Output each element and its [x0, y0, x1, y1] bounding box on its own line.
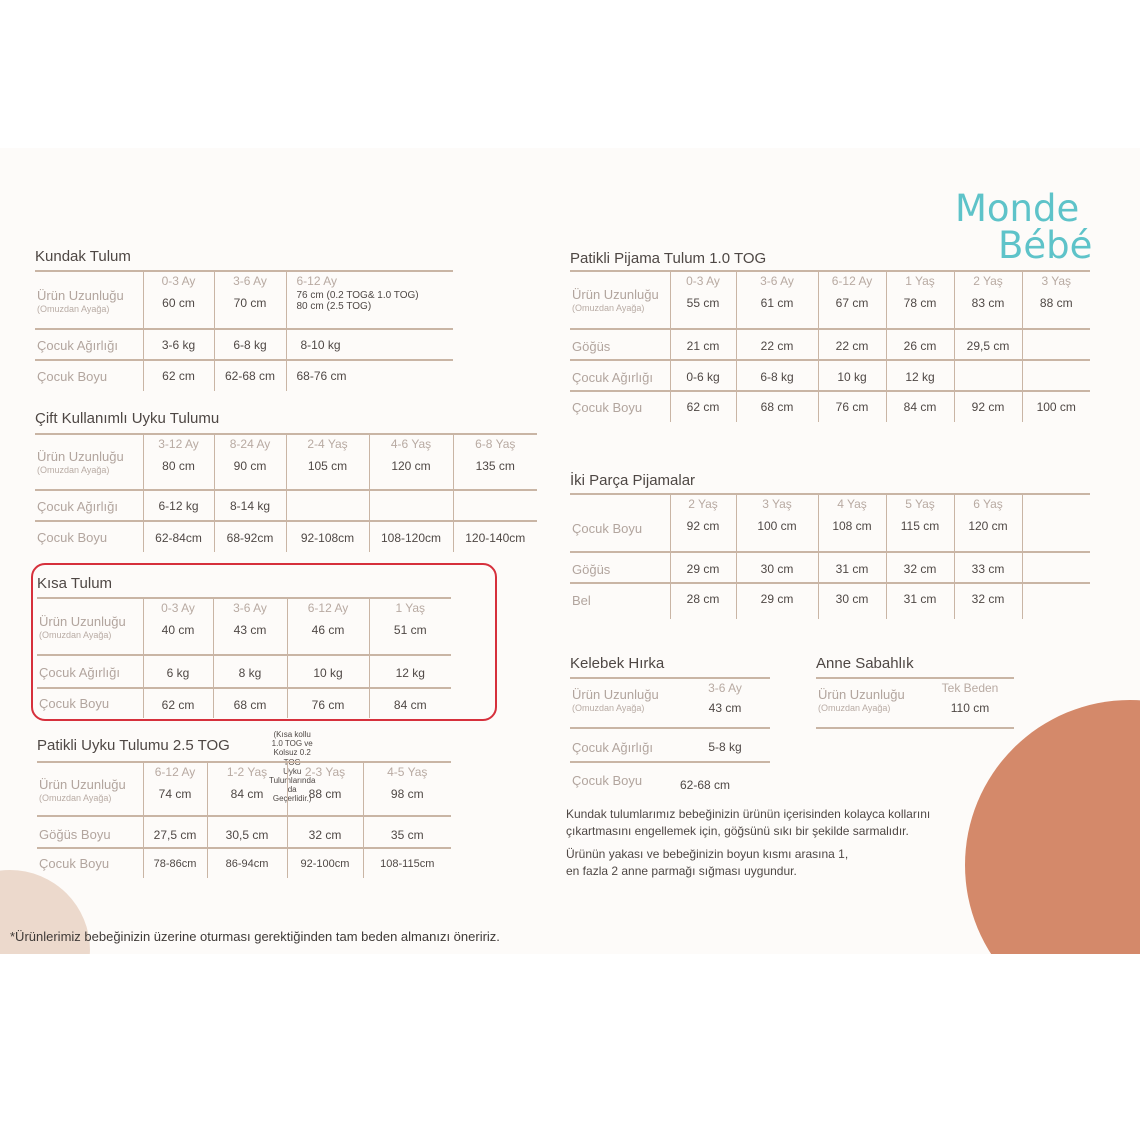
table-cell [818, 494, 886, 552]
row-label: Çocuk Boyu [35, 521, 143, 552]
cell-value [286, 490, 369, 521]
note-line: (Kısa kollu 1.0 TOG ve Kolsuz 0.2 TOG [271, 730, 313, 767]
column-header: 3 Yaş [762, 497, 792, 511]
row-label: Bel [570, 583, 670, 619]
row-label: Çocuk Boyu [570, 391, 670, 422]
cell-value [1022, 329, 1090, 360]
table-cell [1022, 583, 1090, 619]
cell-value: 22 cm [736, 329, 818, 360]
row-label-sub: (Omuzdan Ayağa) [572, 303, 645, 313]
cell-value-extra: 80 cm (2.5 TOG) [296, 301, 372, 312]
column-header: 5 Yaş [905, 497, 935, 511]
table-cell [1022, 271, 1090, 329]
cell-value: 6-12 kg [143, 490, 214, 521]
cell-value: 51 cm [393, 623, 427, 637]
cell-value: 108-120cm [369, 521, 453, 552]
table-cell [286, 434, 369, 490]
row-label [35, 271, 143, 329]
cell-value: 43 cm [233, 623, 267, 637]
cell-value: 80 cm [162, 459, 195, 473]
cell-value: 60 cm [162, 296, 195, 310]
brand-logo-line2: Bébé [998, 224, 1093, 267]
cell-value: 76 cm (0.2 TOG& 1.0 TOG) [296, 290, 419, 301]
row-label: Göğüs [570, 552, 670, 583]
table-cell [287, 762, 363, 816]
table-row [37, 848, 451, 878]
table-row [35, 360, 453, 391]
cell-value: 86-94cm [207, 848, 287, 878]
table-title: Çift Kullanımlı Uyku Tulumu [35, 410, 220, 427]
row-label: Çocuk Boyu [37, 688, 143, 718]
cell-value: 78-86cm [143, 848, 207, 878]
table-row [35, 329, 453, 360]
cell-value: 21 cm [670, 329, 736, 360]
row-label: Çocuk Boyu [35, 360, 143, 391]
cell-value: 30,5 cm [207, 816, 287, 848]
table-cell [736, 494, 818, 552]
cell-value: 90 cm [233, 459, 267, 473]
row-label-text: Ürün Uzunluğu [37, 449, 124, 464]
cell-value: 8-10 kg [300, 338, 341, 352]
column-header: 6-12 Ay [154, 765, 196, 779]
cell-value: 8-14 kg [214, 490, 286, 521]
cell-value: 67 cm [835, 296, 869, 310]
table-cell [1022, 552, 1090, 583]
table-cell [453, 434, 537, 490]
cell-value: 98 cm [390, 787, 424, 801]
table-cell [926, 678, 1014, 728]
cell-value: 135 cm [475, 459, 515, 473]
cell-value: 28 cm [670, 583, 736, 619]
column-header: 1-2 Yaş [226, 765, 268, 779]
cell-value: 10 kg [818, 360, 886, 391]
row-label-text: Ürün Uzunluğu [39, 614, 126, 629]
table-cell [363, 762, 451, 816]
table-cell [214, 271, 286, 329]
column-header: 3-6 Ay [233, 601, 267, 615]
table-row [37, 598, 451, 655]
row-label [570, 271, 670, 329]
cell-value: 31 cm [886, 583, 954, 619]
column-header: 6-12 Ay [296, 274, 337, 288]
table-cell [954, 271, 1022, 329]
column-header: 3-6 Ay [233, 274, 267, 288]
column-header: 0-3 Ay [161, 601, 195, 615]
column-header: 1 Yaş [905, 274, 935, 288]
table-cell [143, 762, 207, 816]
column-header: Tek Beden [941, 681, 999, 695]
cell-value: 27,5 cm [143, 816, 207, 848]
row-label: Çocuk Ağırlığı [570, 360, 670, 391]
column-header: 3-6 Ay [760, 274, 794, 288]
table-title: Patikli Uyku Tulumu 2.5 TOG [37, 737, 230, 754]
table-cell [213, 598, 287, 655]
cell-value: 43 cm [708, 701, 742, 715]
row-label-sub: (Omuzdan Ayağa) [818, 703, 891, 713]
cell-value: 6-8 kg [214, 329, 286, 360]
table-row [37, 816, 451, 848]
table-cell [818, 271, 886, 329]
cell-value: 120 cm [968, 519, 1008, 533]
cell-value: 29 cm [670, 552, 736, 583]
cell-value: 5-8 kg [708, 740, 742, 754]
cell-value: 30 cm [818, 583, 886, 619]
column-header: 2-3 Yaş [304, 765, 346, 779]
cell-value: 55 cm [686, 296, 720, 310]
cell-value: 68-92cm [214, 521, 286, 552]
table-title: Anne Sabahlık [816, 655, 914, 672]
table-row [570, 360, 1090, 391]
table-cell [143, 434, 214, 490]
table-title: İki Parça Pijamalar [570, 472, 696, 489]
cell-value: 30 cm [736, 552, 818, 583]
cell-value: 62-68 cm [680, 778, 731, 792]
cell-value: 92-108cm [286, 521, 369, 552]
table-row [570, 552, 1090, 583]
row-label-sub: (Omuzdan Ayağa) [37, 465, 110, 475]
table-cell [670, 494, 736, 552]
table-title: Patikli Pijama Tulum 1.0 TOG [570, 250, 767, 267]
cell-value: 105 cm [307, 459, 348, 473]
cell-value: 100 cm [1036, 400, 1076, 414]
table-row [37, 762, 451, 816]
info-paragraph-1 [566, 806, 930, 841]
column-header: 4-5 Yaş [387, 765, 428, 779]
table-row [570, 271, 1090, 329]
table-cell [886, 494, 954, 552]
cell-value: 62-84cm [143, 521, 214, 552]
table-row [35, 521, 537, 552]
column-header: 1 Yaş [395, 601, 426, 615]
cell-value: 62 cm [143, 688, 213, 718]
cell-value: 92 cm [954, 391, 1022, 422]
cell-value: 6 kg [143, 655, 213, 688]
column-header: 4-6 Yaş [390, 437, 432, 451]
cell-value: 62 cm [670, 391, 736, 422]
cell-value: 6-8 kg [736, 360, 818, 391]
table-cell [207, 762, 287, 816]
table-cell [670, 271, 736, 329]
cell-value: 88 cm [308, 787, 342, 801]
cell-value: 32 cm [886, 552, 954, 583]
table-title: Kelebek Hırka [570, 655, 665, 672]
cell-value: 22 cm [818, 329, 886, 360]
table-cell [954, 494, 1022, 552]
row-label-text: Ürün Uzunluğu [37, 288, 124, 303]
cell-value: 84 cm [886, 391, 954, 422]
column-header: 2 Yaş [973, 274, 1003, 288]
row-label-sub: (Omuzdan Ayağa) [37, 304, 110, 314]
row-label: Çocuk Ağırlığı [35, 329, 143, 360]
cell-value: 84 cm [230, 787, 264, 801]
cell-value: 31 cm [818, 552, 886, 583]
column-header: 2-4 Yaş [307, 437, 348, 451]
column-header: 0-3 Ay [161, 274, 196, 288]
cell-value: 32 cm [954, 583, 1022, 619]
table-row [37, 688, 451, 718]
row-label: Çocuk Boyu [37, 848, 143, 878]
cell-value: 115 cm [900, 519, 940, 533]
paragraph-line: Kundak tulumlarımız bebeğinizin ürünün içerisinden kolayca kollarını [566, 807, 931, 821]
cell-value: 70 cm [233, 296, 267, 310]
column-header: 3-12 Ay [158, 437, 199, 451]
row-label-text: Ürün Uzunluğu [39, 777, 126, 792]
column-header: 6 Yaş [973, 497, 1003, 511]
table-cell [214, 434, 286, 490]
cell-value: 92-100cm [287, 848, 363, 878]
row-label: Çocuk Boyu [570, 494, 670, 552]
bottom-margin [0, 954, 1140, 1140]
cell-value: 78 cm [903, 296, 937, 310]
table-row [35, 434, 537, 490]
table-row [816, 678, 1014, 728]
cell-value: 120 cm [391, 459, 431, 473]
row-label-sub: (Omuzdan Ayağa) [39, 630, 112, 640]
row-label-text: Ürün Uzunluğu [818, 687, 905, 702]
table-row [570, 391, 1090, 422]
column-header: 6-12 Ay [307, 601, 349, 615]
cell-value: 100 cm [757, 519, 797, 533]
row-label: Çocuk Ağırlığı [37, 655, 143, 688]
row-label-sub: (Omuzdan Ayağa) [39, 793, 112, 803]
table-cell [1022, 494, 1090, 552]
column-header: 8-24 Ay [229, 437, 271, 451]
table-cell [886, 271, 954, 329]
table-row [570, 728, 770, 762]
cell-value: 12 kg [886, 360, 954, 391]
row-label: Çocuk Ağırlığı [35, 490, 143, 521]
cell-value: 84 cm [393, 698, 427, 712]
table-row [570, 762, 770, 796]
cell-value [954, 360, 1022, 391]
cell-value: 10 kg [287, 655, 369, 688]
table-title: Kundak Tulum [35, 248, 131, 265]
row-label [570, 678, 680, 728]
table-cell [680, 678, 770, 728]
row-label: Göğüs Boyu [37, 816, 143, 848]
cell-value: 3-6 kg [143, 329, 214, 360]
column-header: 6-12 Ay [831, 274, 873, 288]
cell-value: 68 cm [736, 391, 818, 422]
table-row [570, 494, 1090, 552]
cell-value: 0-6 kg [670, 360, 736, 391]
column-header: 4 Yaş [837, 497, 867, 511]
cell-value: 29 cm [736, 583, 818, 619]
table-cell [736, 271, 818, 329]
cell-value: 88 cm [1039, 296, 1073, 310]
row-label-text: Ürün Uzunluğu [572, 687, 659, 702]
row-label-text: Ürün Uzunluğu [572, 287, 659, 302]
info-paragraph-2 [566, 846, 848, 881]
cell-value: 40 cm [161, 623, 195, 637]
cell-value: 12 kg [395, 666, 425, 680]
cell-value: 68 cm [213, 688, 287, 718]
row-label-sub: (Omuzdan Ayağa) [572, 703, 645, 713]
column-header: 3 Yaş [1041, 274, 1072, 288]
row-label: Göğüs [570, 329, 670, 360]
row-label [37, 762, 143, 816]
table-cell [369, 434, 453, 490]
table-row [35, 490, 537, 521]
row-label [37, 598, 143, 655]
column-header: 2 Yaş [688, 497, 718, 511]
table-row [570, 678, 770, 728]
paragraph-line: en fazla 2 anne parmağı sığması uygundur. [566, 864, 797, 879]
table-row [570, 329, 1090, 360]
cell-value: 83 cm [971, 296, 1005, 310]
table-cell [369, 598, 451, 655]
cell-value: 26 cm [886, 329, 954, 360]
cell-value: 92 cm [686, 519, 720, 533]
cell-value [1022, 360, 1090, 391]
brand-logo-line1: Monde [955, 187, 1080, 230]
cell-value: 62-68 cm [214, 360, 286, 391]
cell-value: 62 cm [143, 360, 214, 391]
cell-value: 68-76 cm [296, 369, 347, 383]
column-header: 3-6 Ay [708, 681, 742, 695]
cell-value: 32 cm [287, 816, 363, 848]
row-label: Çocuk Ağırlığı [572, 740, 653, 755]
table-cell [286, 271, 453, 329]
table-row [35, 271, 453, 329]
paragraph-line: Ürünün yakası ve bebeğinizin boyun kısmı arasına 1, [566, 847, 849, 861]
cell-value: 74 cm [158, 787, 192, 801]
table-row [37, 655, 451, 688]
cell-value: 76 cm [818, 391, 886, 422]
brand-logo [955, 187, 1093, 267]
cell-value: 108-115cm [380, 858, 435, 870]
row-label [816, 678, 926, 728]
row-label: Çocuk Boyu [572, 773, 643, 788]
row-label [35, 434, 143, 490]
paragraph-line: çıkartmasını engellemek için, göğsünü sıkı bir şekilde sarmalıdır. [566, 824, 909, 839]
table-cell [143, 271, 214, 329]
cell-value: 46 cm [311, 623, 345, 637]
cell-value: 76 cm [287, 688, 369, 718]
cell-value [369, 490, 453, 521]
footnote: *Ürünlerimiz bebeğinizin üzerine oturması gerektiğinden tam beden almanızı öneririz. [10, 929, 500, 944]
table-row [570, 583, 1090, 619]
cell-value: 29,5 cm [954, 329, 1022, 360]
cell-value: 108 cm [832, 519, 872, 533]
column-header: 6-8 Yaş [475, 437, 516, 451]
cell-value: 61 cm [760, 296, 794, 310]
cell-value: 35 cm [390, 828, 424, 842]
cell-value [453, 490, 537, 521]
cell-value: 120-140cm [465, 531, 526, 545]
cell-value: 33 cm [954, 552, 1022, 583]
note-line: Uyku Tulumlarında da Geçerlidir.) [269, 766, 316, 804]
cell-value: 110 cm [950, 701, 990, 715]
column-header: 0-3 Ay [686, 274, 720, 288]
table-cell [143, 598, 213, 655]
table-title: Kısa Tulum [37, 575, 113, 592]
table-cell [287, 598, 369, 655]
cell-value: 8 kg [213, 655, 287, 688]
